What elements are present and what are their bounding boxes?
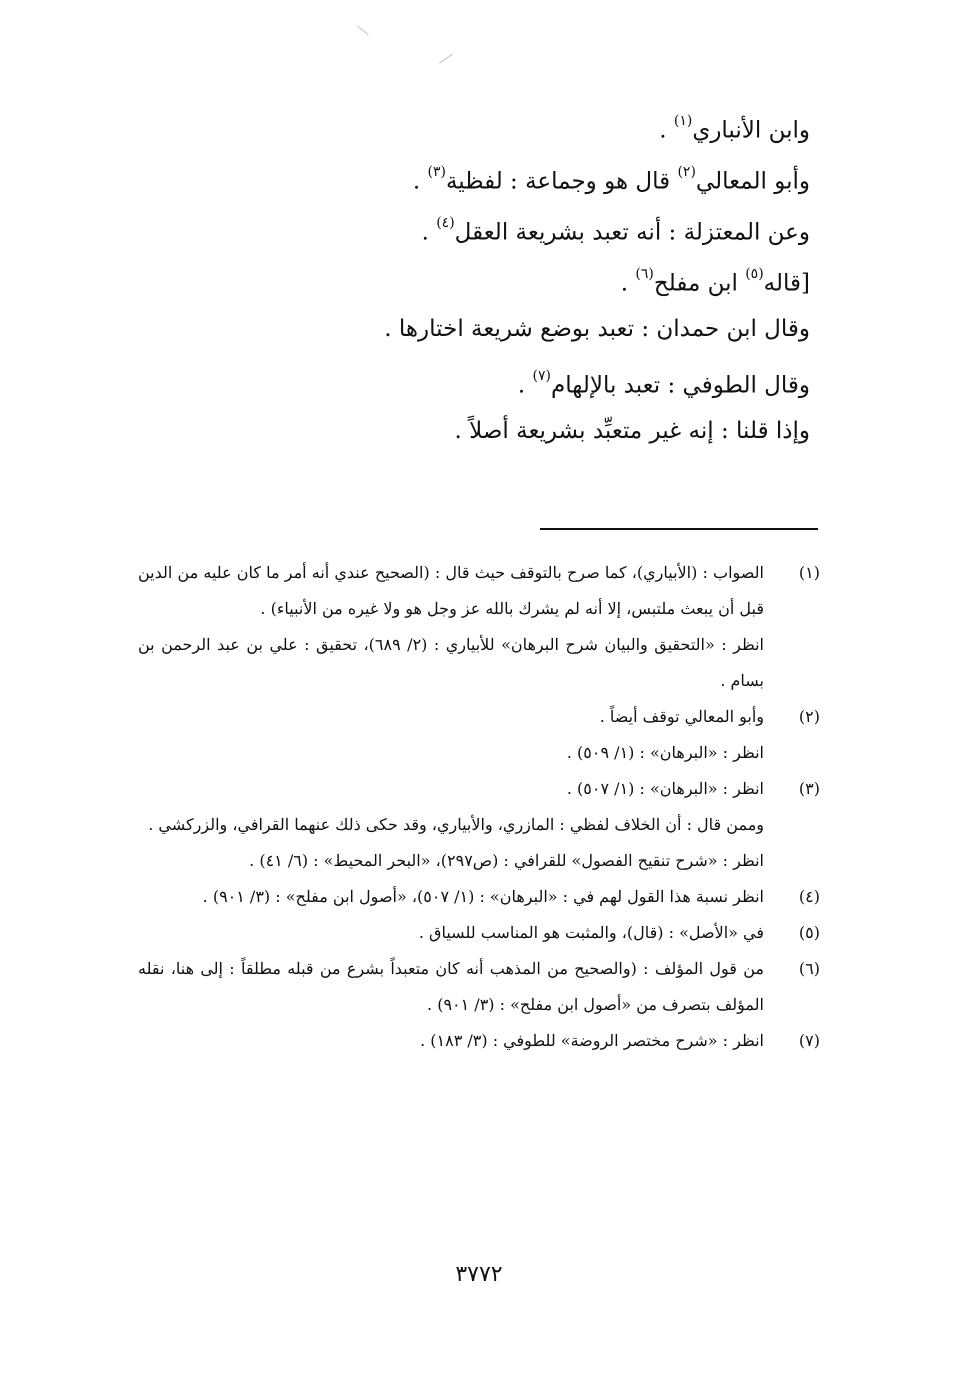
footnote-continuation	[138, 807, 820, 843]
footnote-text: من قول المؤلف : (والصحيح من المذهب أنه كان متعبداً بشرع من قبله مطلقاً : إلى هنا، نقله المؤلف بتصرف من «أصول ابن مفلح» : (٣/ ٩٠١) .	[138, 959, 764, 1014]
footnote-text: انظر : «التحقيق والبيان شرح البرهان» للأبياري : (٢/ ٦٨٩)، تحقيق : علي بن عبد الرحمن بن بسام .	[138, 635, 764, 690]
scan-artifact-mark	[357, 26, 368, 36]
footnote-number: (٧)	[798, 1031, 820, 1050]
body-line	[110, 100, 810, 151]
body-line-tail: .	[421, 219, 437, 246]
footnote-text: انظر : «شرح تنقيح الفصول» للقرافي : (ص٢٩٧)، «البحر المحيط» : (٦/ ٤١) .	[249, 851, 764, 870]
footnote-number: (١)	[798, 563, 820, 582]
footnote-item	[138, 915, 820, 951]
body-line-tail: .	[620, 270, 636, 297]
body-line	[110, 406, 810, 457]
footnote-ref: (٢)	[677, 164, 696, 180]
body-line-text: وقال ابن حمدان : تعبد بوضع شريعة اختارها .	[384, 316, 810, 342]
footnote-text: في «الأصل» : (قال)، والمثبت هو المناسب للسياق .	[418, 923, 764, 942]
body-line	[110, 253, 810, 304]
footnote-item	[138, 699, 820, 735]
body-line-text: وابن الأنباري	[692, 117, 810, 144]
footnote-ref: (٦)	[635, 266, 654, 282]
body-line-text: وقال الطوفي : تعبد بالإلهام	[550, 372, 810, 399]
body-line-text: وعن المعتزلة : أنه تعبد بشريعة العقل	[454, 219, 810, 246]
footnote-text: وممن قال : أن الخلاف لفظي : المازري، والأبياري، وقد حكى ذلك عنهما القرافي، والزركشي .	[148, 815, 764, 834]
footnote-item	[138, 555, 820, 627]
body-line-tail: .	[412, 168, 428, 195]
footnote-item	[138, 771, 820, 807]
footnote-text: انظر : «البرهان» : (١/ ٥٠٩) .	[566, 743, 764, 762]
body-line-text: ابن مفلح	[653, 270, 746, 297]
body-line	[110, 202, 810, 253]
footnotes-section	[138, 555, 820, 1059]
footnote-number: (٤)	[798, 887, 820, 906]
footnote-ref: (٧)	[532, 368, 551, 384]
footnote-item	[138, 879, 820, 915]
footnote-separator	[540, 528, 818, 530]
footnote-item	[138, 1023, 820, 1059]
footnote-continuation	[138, 735, 820, 771]
page-number: ٣٧٧٢	[455, 1262, 503, 1287]
footnote-text: انظر : «شرح مختصر الروضة» للطوفي : (٣/ ١٨٣) .	[420, 1031, 764, 1050]
footnote-number: (٣)	[798, 779, 820, 798]
body-line-tail: .	[517, 372, 533, 399]
body-line-tail: .	[659, 117, 674, 144]
footnote-text: انظر : «البرهان» : (١/ ٥٠٧) .	[566, 779, 764, 798]
footnote-number: (٢)	[798, 707, 820, 726]
footnote-text: انظر نسبة هذا القول لهم في : «البرهان» : (١/ ٥٠٧)، «أصول ابن مفلح» : (٣/ ٩٠١) .	[202, 887, 764, 906]
body-line-text: وإذا قلنا : إنه غير متعبِّد بشريعة أصلاً .	[454, 418, 810, 444]
footnote-ref: (١)	[673, 113, 693, 129]
scan-artifact-mark	[439, 54, 453, 64]
body-line	[110, 304, 810, 355]
body-line-text: [قاله	[763, 270, 810, 297]
footnote-ref: (٤)	[436, 215, 455, 231]
footnote-number: (٥)	[798, 923, 820, 942]
body-line	[110, 151, 810, 202]
footnote-continuation	[138, 843, 820, 879]
footnote-number: (٦)	[798, 959, 820, 978]
main-text	[110, 100, 810, 457]
footnote-ref: (٥)	[745, 266, 764, 282]
body-line-text: قال هو وجماعة : لفظية	[445, 168, 678, 195]
footnote-item	[138, 951, 820, 1023]
body-line	[110, 355, 810, 406]
footnote-text: الصواب : (الأبياري)، كما صرح بالتوقف حيث قال : (الصحيح عندي أنه أمر ما كان عليه من الدين قبل أن يبعث ملتبس، إلا أنه لم يشرك بالله عز وجل هو ولا غيره من الأنبياء) .	[138, 563, 765, 618]
footnote-text: وأبو المعالي توقف أيضاً .	[599, 707, 764, 726]
footnote-continuation	[138, 627, 820, 699]
body-line-text: وأبو المعالي	[695, 168, 810, 195]
footnote-ref: (٣)	[427, 164, 446, 180]
